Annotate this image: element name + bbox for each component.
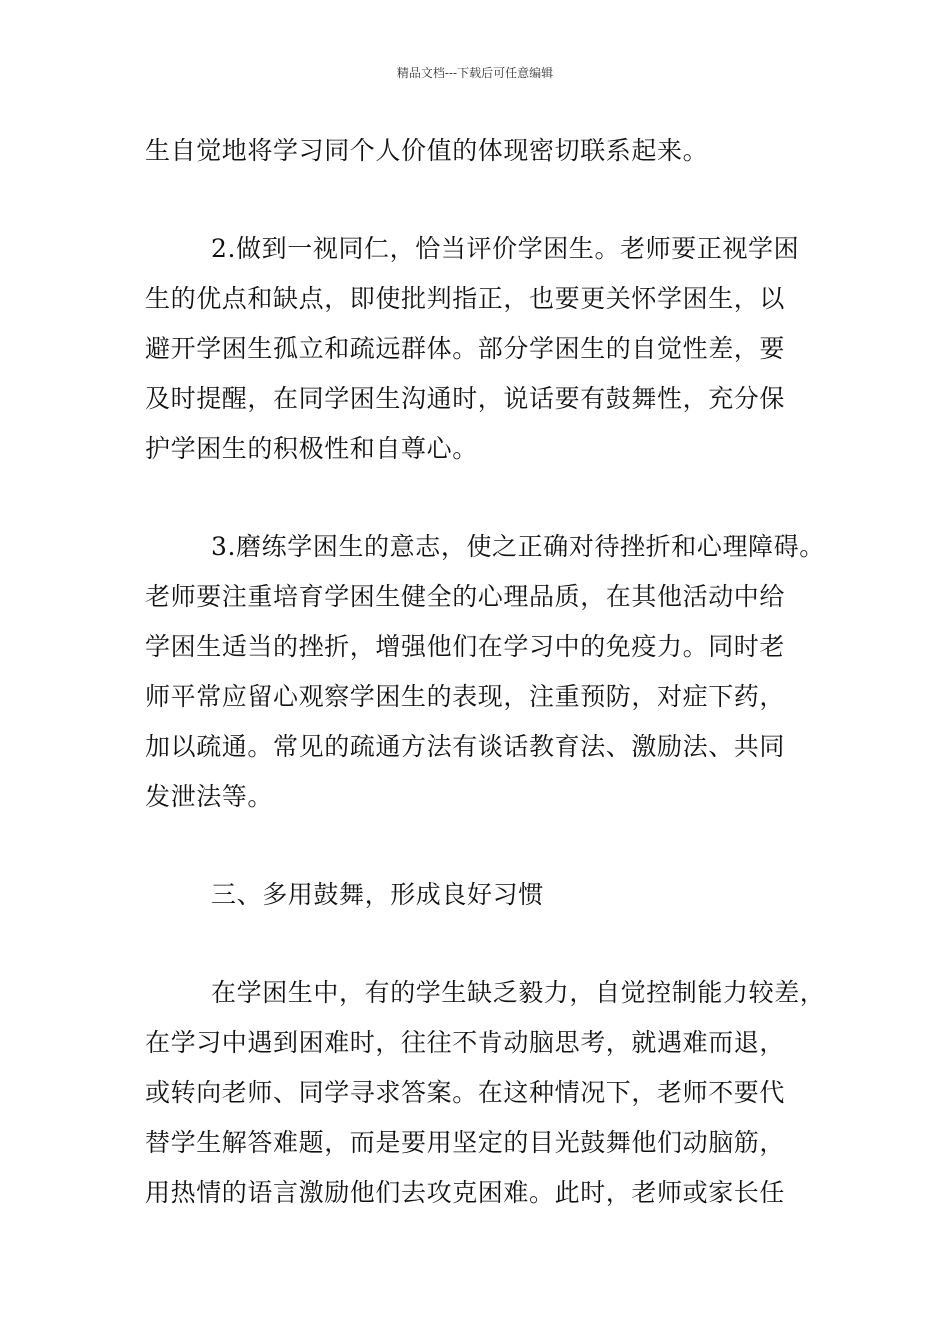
paragraph-gap [145,924,835,972]
text-line: 避开学困生孤立和疏远群体。部分学困生的自觉性差，要 [145,334,786,363]
text-line: 学困生适当的挫折，增强他们在学习中的免疫力。同时老 [145,632,786,661]
text-line: 发泄法等。 [145,782,274,811]
page-header: 精品文档---下载后可任意编辑 [396,66,554,80]
text-line: 生的优点和缺点，即使批判指正，也要更关怀学困生，以 [145,284,786,313]
paragraph-gap [145,478,835,526]
heading-line: 三、多用鼓舞，形成良好习惯 [211,880,544,909]
paragraph [145,130,835,180]
paragraph [145,972,835,1222]
text-line: 老师要注重培育学困生健全的心理品质，在其他活动中给 [145,582,786,611]
text-line: 3.磨练学困生的意志，使之正确对待挫折和心理障碍。 [211,532,825,561]
paragraph [145,228,835,478]
text-line: 用热情的语言激励他们去攻克困难。此时，老师或家长任 [145,1178,786,1207]
text-line: 替学生解答难题，而是要用坚定的目光鼓舞他们动脑筋， [145,1128,786,1157]
paragraph-gap [145,180,835,228]
section-heading [145,874,835,924]
paragraph-gap [145,826,835,874]
text-line: 2.做到一视同仁，恰当评价学困生。老师要正视学困 [211,234,800,263]
text-line: 在学困生中，有的学生缺乏毅力，自觉控制能力较差， [211,978,826,1007]
text-line: 师平常应留心观察学困生的表现，注重预防，对症下药， [145,682,786,711]
document-body [145,130,835,1222]
text-line: 生自觉地将学习同个人价值的体现密切联系起来。 [145,136,709,165]
text-line: 在学习中遇到困难时，往往不肯动脑思考，就遇难而退， [145,1028,786,1057]
text-line: 或转向老师、同学寻求答案。在这种情况下，老师不要代 [145,1078,786,1107]
text-line: 及时提醒，在同学困生沟通时，说话要有鼓舞性，充分保 [145,384,786,413]
paragraph [145,526,835,826]
text-line: 护学困生的积极性和自尊心。 [145,434,478,463]
text-line: 加以疏通。常见的疏通方法有谈话教育法、激励法、共同 [145,732,786,761]
